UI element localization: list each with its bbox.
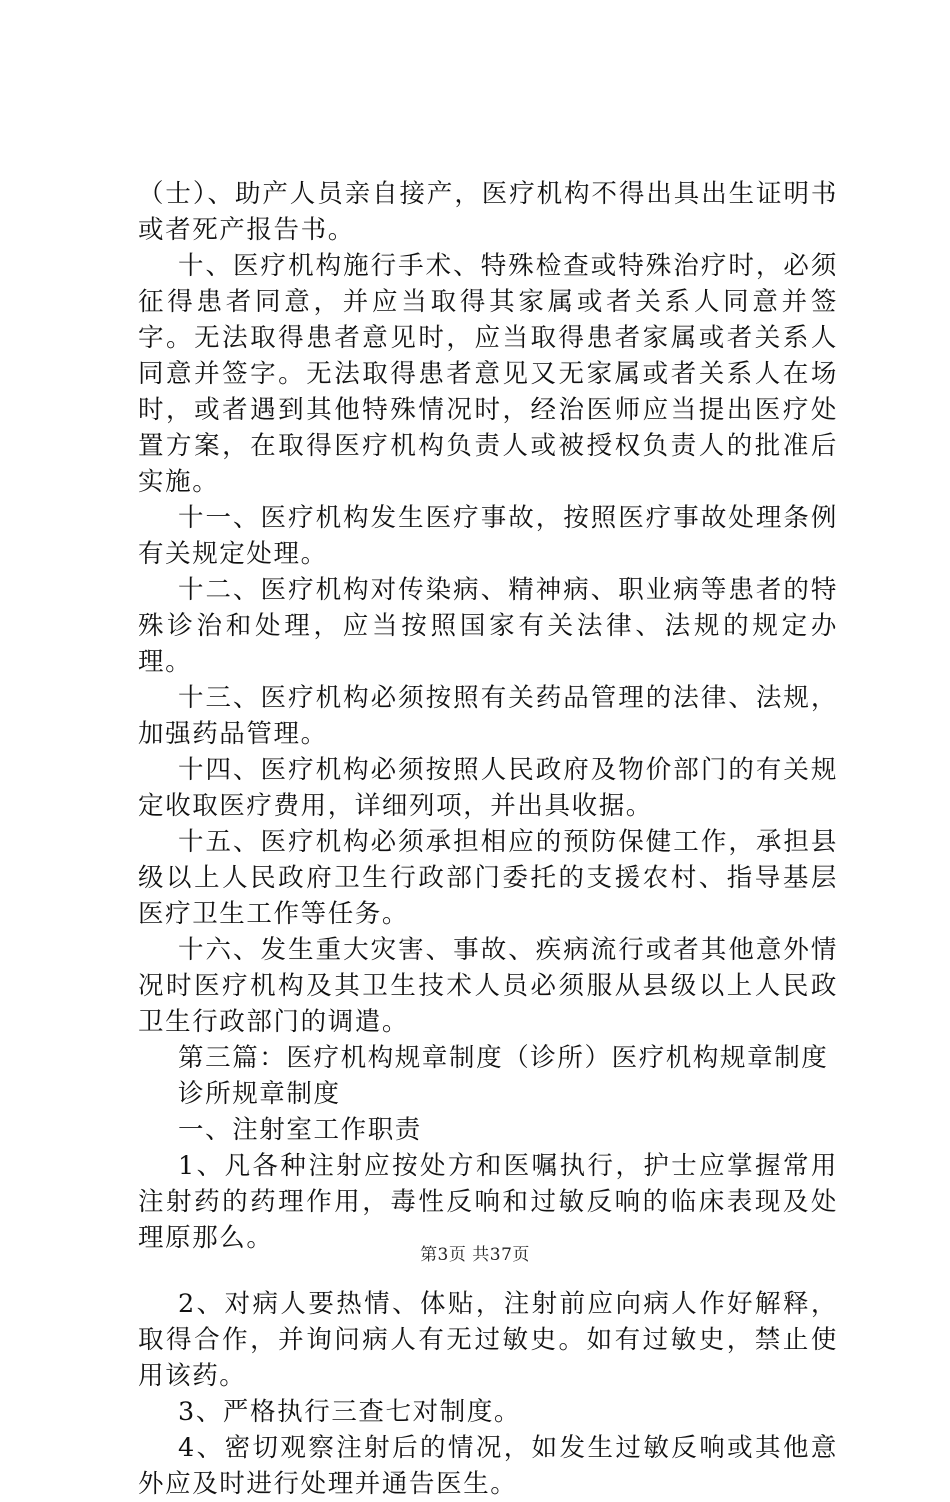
paragraph-article-14: 十四、医疗机构必须按照人民政府及物价部门的有关规定收取医疗费用，详细列项，并出具收据。: [138, 755, 838, 821]
document-body: [138, 176, 838, 1502]
section-heading-injection-room: 一、注射室工作职责: [178, 1115, 422, 1145]
paragraph-injection-rule-4: 4、密切观察注射后的情况，如发生过敏反响或其他意外应及时进行处理并通告医生。: [138, 1433, 838, 1499]
paragraph-injection-rule-2: 2、对病人要热情、体贴，注射前应向病人作好解释，取得合作，并询问病人有无过敏史。如有过敏史，禁止使用该药。: [138, 1289, 838, 1391]
section-heading-part-three: 第三篇：医疗机构规章制度（诊所）医疗机构规章制度: [178, 1043, 829, 1073]
paragraph-article-11: 十一、医疗机构发生医疗事故，按照医疗事故处理条例有关规定处理。: [138, 503, 838, 569]
paragraph-article-13: 十三、医疗机构必须按照有关药品管理的法律、法规，加强药品管理。: [138, 683, 838, 749]
paragraph-article-12: 十二、医疗机构对传染病、精神病、职业病等患者的特殊诊治和处理，应当按照国家有关法律、法规的规定办理。: [138, 575, 838, 677]
paragraph-injection-rule-3: 3、严格执行三查七对制度。: [178, 1397, 522, 1427]
paragraph-article-15: 十五、医疗机构必须承担相应的预防保健工作，承担县级以上人民政府卫生行政部门委托的支援农村、指导基层医疗卫生工作等任务。: [138, 827, 838, 929]
paragraph-article-16: 十六、发生重大灾害、事故、疾病流行或者其他意外情况时医疗机构及其卫生技术人员必须服从县级以上人民政卫生行政部门的调遣。: [138, 935, 838, 1037]
paragraph-birth-certificate: （士）、助产人员亲自接产，医疗机构不得出具出生证明书或者死产报告书。: [138, 179, 838, 245]
paragraph-article-10: 十、医疗机构施行手术、特殊检查或特殊治疗时，必须征得患者同意，并应当取得其家属或者关系人同意并签字。无法取得患者意见时，应当取得患者家属或者关系人同意并签字。无法取得患者意见又无家属或者关系人在场时，或者遇到其他特殊情况时，经治医师应当提出医疗处置方案，在取得医疗机构负责人或被授权负责人的批准后实施。: [138, 251, 838, 497]
section-heading-clinic-rules: 诊所规章制度: [178, 1079, 341, 1109]
paragraph-injection-rule-1: 1、凡各种注射应按处方和医嘱执行，护士应掌握常用注射药的药理作用，毒性反响和过敏反响的临床表现及处理原那么。: [138, 1151, 838, 1253]
page-number-footer: 第3页 共37页: [420, 1245, 530, 1265]
